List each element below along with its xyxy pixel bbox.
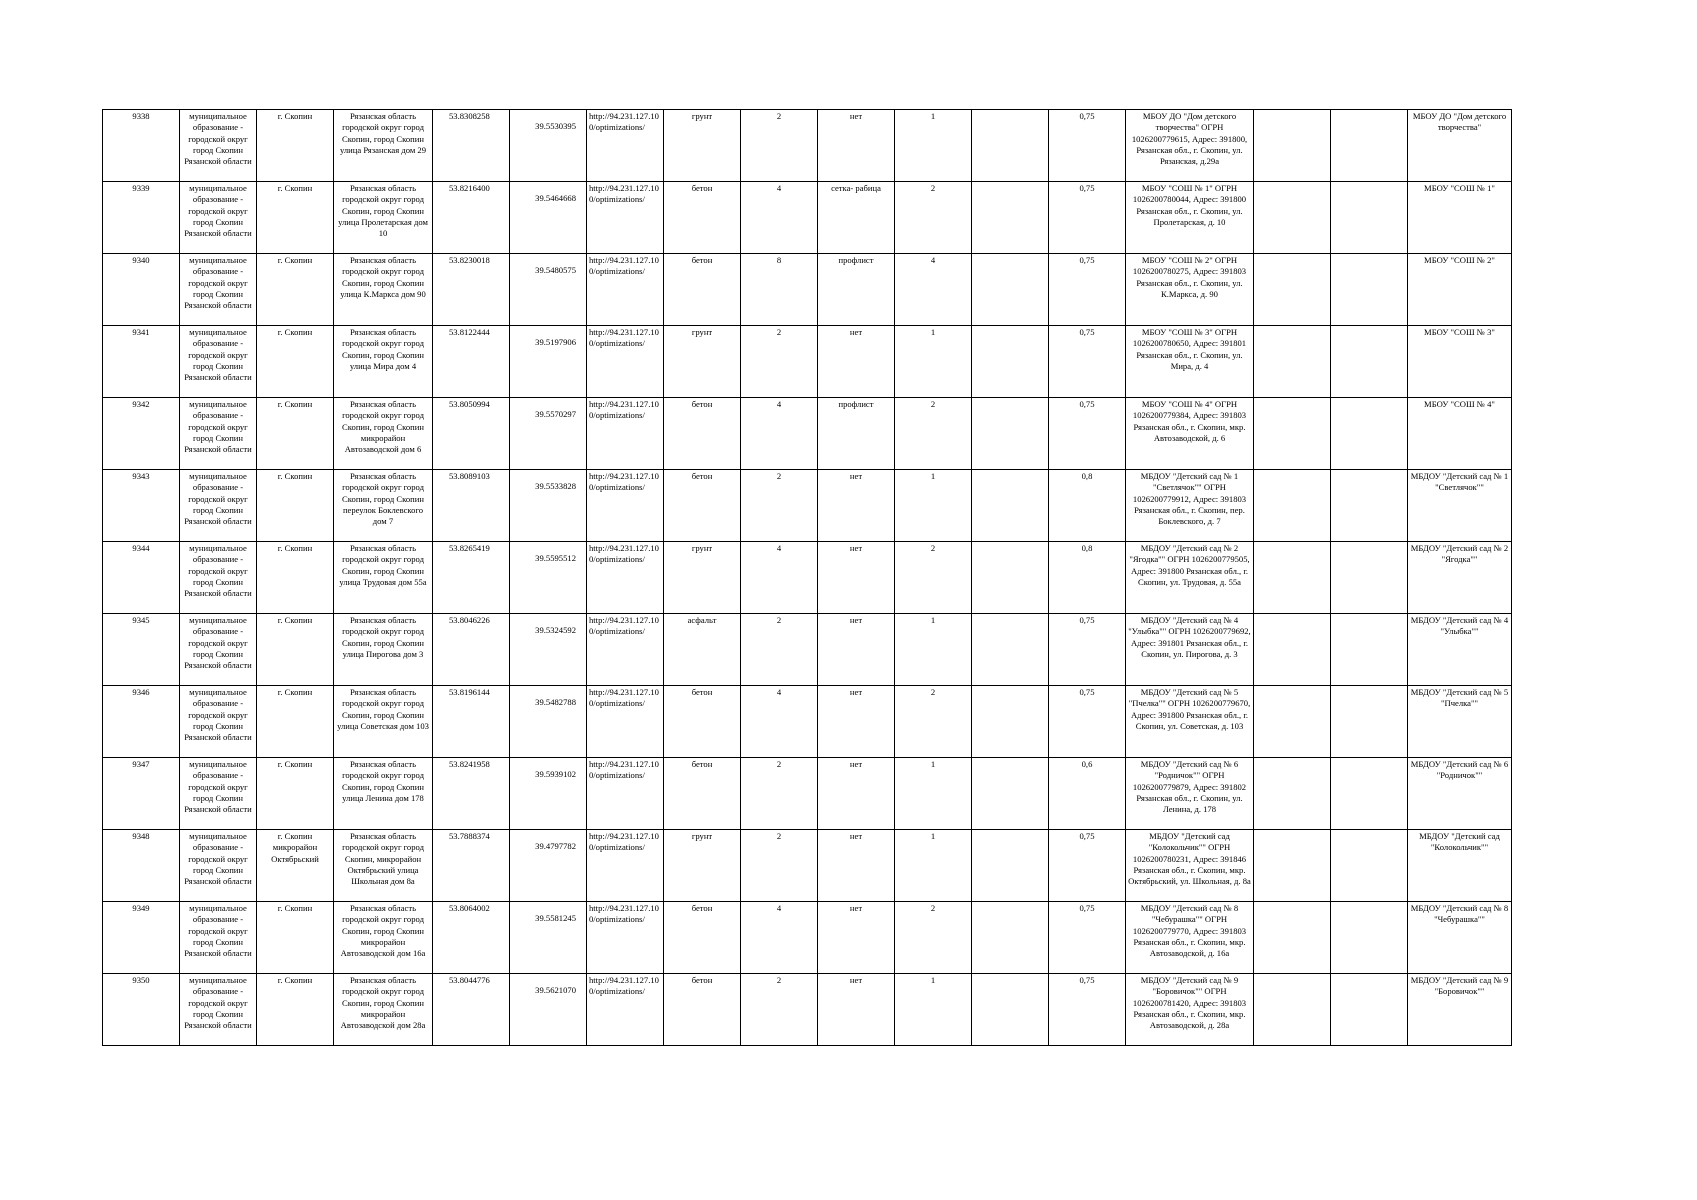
empty-cell <box>972 182 1049 254</box>
latitude-cell: 53.8064002 <box>433 902 510 974</box>
longitude-cell: 39.4797782 <box>510 830 587 902</box>
latitude-cell: 53.8089103 <box>433 470 510 542</box>
longitude-cell: 39.5533828 <box>510 470 587 542</box>
latitude-cell: 53.8044776 <box>433 974 510 1046</box>
address-cell: Рязанская область городской округ город Скопин, город Скопин улица Пирогова дом 3 <box>334 614 433 686</box>
owner-details-cell: МБОУ "СОШ № 2" ОГРН 1026200780275, Адрес: 391803 Рязанская обл., г. Скопин, ул. К.Маркса, д. 90 <box>1126 254 1254 326</box>
empty-cell <box>972 686 1049 758</box>
municipal-entity-cell: муниципальное образование - городской округ город Скопин Рязанской области <box>180 542 257 614</box>
container-count-cell: 1 <box>895 470 972 542</box>
surface-type-cell: бетон <box>664 974 741 1046</box>
address-cell: Рязанская область городской округ город Скопин, город Скопин улица Рязанская дом 29 <box>334 110 433 182</box>
container-volume-cell: 0,75 <box>1049 686 1126 758</box>
waste-source-cell: МБДОУ "Детский сад № 5 "Пчелка"" <box>1408 686 1512 758</box>
table-row <box>103 398 1512 470</box>
latitude-cell: 53.8308258 <box>433 110 510 182</box>
empty-cell <box>1254 110 1331 182</box>
empty-cell <box>1254 254 1331 326</box>
site-area-cell: 2 <box>741 110 818 182</box>
municipal-entity-cell: муниципальное образование - городской округ город Скопин Рязанской области <box>180 254 257 326</box>
container-count-cell: 2 <box>895 398 972 470</box>
empty-cell <box>972 614 1049 686</box>
row-number: 9347 <box>103 758 180 830</box>
row-number: 9346 <box>103 686 180 758</box>
locality-cell: г. Скопин <box>257 614 334 686</box>
latitude-cell: 53.8216400 <box>433 182 510 254</box>
waste-source-cell: МБДОУ "Детский сад № 2 "Ягодка"" <box>1408 542 1512 614</box>
fence-type-cell: нет <box>818 830 895 902</box>
locality-cell: г. Скопин микрорайон Октябрьский <box>257 830 334 902</box>
row-number: 9348 <box>103 830 180 902</box>
empty-cell <box>972 326 1049 398</box>
container-volume-cell: 0,75 <box>1049 830 1126 902</box>
surface-type-cell: бетон <box>664 686 741 758</box>
waste-source-cell: МБОУ "СОШ № 4" <box>1408 398 1512 470</box>
address-cell: Рязанская область городской округ город Скопин, город Скопин микрорайон Автозаводской дом 16а <box>334 902 433 974</box>
empty-cell <box>1254 470 1331 542</box>
owner-details-cell: МБДОУ "Детский сад № 2 "Ягодка"" ОГРН 1026200779505, Адрес: 391800 Рязанская обл., г. Скопин, ул. Трудовая, д. 55а <box>1126 542 1254 614</box>
empty-cell <box>1331 182 1408 254</box>
waste-source-cell: МБДОУ "Детский сад № 9 "Боровичок"" <box>1408 974 1512 1046</box>
table-row <box>103 542 1512 614</box>
row-number: 9339 <box>103 182 180 254</box>
site-area-cell: 4 <box>741 902 818 974</box>
fence-type-cell: сетка- рабица <box>818 182 895 254</box>
empty-cell <box>1331 758 1408 830</box>
address-cell: Рязанская область городской округ город Скопин, город Скопин улица Ленина дом 178 <box>334 758 433 830</box>
empty-cell <box>972 902 1049 974</box>
surface-type-cell: бетон <box>664 470 741 542</box>
container-count-cell: 1 <box>895 758 972 830</box>
latitude-cell: 53.8230018 <box>433 254 510 326</box>
municipal-entity-cell: муниципальное образование - городской округ город Скопин Рязанской области <box>180 974 257 1046</box>
latitude-cell: 53.8122444 <box>433 326 510 398</box>
registry-table <box>102 109 1512 1046</box>
fence-type-cell: нет <box>818 326 895 398</box>
surface-type-cell: бетон <box>664 254 741 326</box>
site-area-cell: 4 <box>741 542 818 614</box>
site-area-cell: 2 <box>741 326 818 398</box>
address-cell: Рязанская область городской округ город Скопин, город Скопин микрорайон Автозаводской дом 28а <box>334 974 433 1046</box>
waste-source-cell: МБДОУ "Детский сад № 6 "Родничок"" <box>1408 758 1512 830</box>
map-link-cell: http://94.231.127.100/optimizations/ <box>587 614 664 686</box>
container-count-cell: 1 <box>895 830 972 902</box>
empty-cell <box>1331 974 1408 1046</box>
locality-cell: г. Скопин <box>257 254 334 326</box>
longitude-cell: 39.5939102 <box>510 758 587 830</box>
locality-cell: г. Скопин <box>257 542 334 614</box>
address-cell: Рязанская область городской округ город Скопин, микрорайон Октябрьский улица Школьная дом 8а <box>334 830 433 902</box>
empty-cell <box>1331 110 1408 182</box>
table-row <box>103 470 1512 542</box>
empty-cell <box>1331 470 1408 542</box>
surface-type-cell: асфальт <box>664 614 741 686</box>
waste-source-cell: МБОУ "СОШ № 2" <box>1408 254 1512 326</box>
table-row <box>103 686 1512 758</box>
waste-source-cell: МБДОУ "Детский сад № 1 "Светлячок"" <box>1408 470 1512 542</box>
waste-source-cell: МБДОУ "Детский сад № 8 "Чебурашка"" <box>1408 902 1512 974</box>
surface-type-cell: бетон <box>664 182 741 254</box>
longitude-cell: 39.5621070 <box>510 974 587 1046</box>
owner-details-cell: МБДОУ "Детский сад № 5 "Пчелка"" ОГРН 1026200779670, Адрес: 391800 Рязанская обл., г. Скопин, ул. Советская, д. 103 <box>1126 686 1254 758</box>
fence-type-cell: нет <box>818 614 895 686</box>
container-count-cell: 2 <box>895 686 972 758</box>
municipal-entity-cell: муниципальное образование - городской округ город Скопин Рязанской области <box>180 470 257 542</box>
container-volume-cell: 0,75 <box>1049 254 1126 326</box>
owner-details-cell: МБДОУ "Детский сад № 1 "Светлячок"" ОГРН 1026200779912, Адрес: 391803 Рязанская обл., г. Скопин, пер. Боклевского, д. 7 <box>1126 470 1254 542</box>
locality-cell: г. Скопин <box>257 470 334 542</box>
address-cell: Рязанская область городской округ город Скопин, город Скопин улица К.Маркса дом 90 <box>334 254 433 326</box>
map-link-cell: http://94.231.127.100/optimizations/ <box>587 974 664 1046</box>
fence-type-cell: нет <box>818 470 895 542</box>
container-count-cell: 1 <box>895 974 972 1046</box>
owner-details-cell: МБОУ ДО "Дом детского творчества" ОГРН 1026200779615, Адрес: 391800, Рязанская обл., г. Скопин, ул. Рязанская, д.29а <box>1126 110 1254 182</box>
empty-cell <box>1331 614 1408 686</box>
empty-cell <box>1254 974 1331 1046</box>
waste-source-cell: МБДОУ "Детский сад "Колокольчик"" <box>1408 830 1512 902</box>
surface-type-cell: грунт <box>664 326 741 398</box>
fence-type-cell: нет <box>818 686 895 758</box>
owner-details-cell: МБДОУ "Детский сад № 6 "Родничок"" ОГРН 1026200779879, Адрес: 391802 Рязанская обл., г. Скопин, ул. Ленина, д. 178 <box>1126 758 1254 830</box>
locality-cell: г. Скопин <box>257 398 334 470</box>
latitude-cell: 53.8196144 <box>433 686 510 758</box>
address-cell: Рязанская область городской округ город Скопин, город Скопин улица Трудовая дом 55а <box>334 542 433 614</box>
map-link-cell: http://94.231.127.100/optimizations/ <box>587 182 664 254</box>
surface-type-cell: бетон <box>664 398 741 470</box>
row-number: 9341 <box>103 326 180 398</box>
row-number: 9338 <box>103 110 180 182</box>
address-cell: Рязанская область городской округ город Скопин, город Скопин переулок Боклевского дом 7 <box>334 470 433 542</box>
locality-cell: г. Скопин <box>257 326 334 398</box>
longitude-cell: 39.5482788 <box>510 686 587 758</box>
empty-cell <box>1254 830 1331 902</box>
latitude-cell: 53.7888374 <box>433 830 510 902</box>
container-count-cell: 1 <box>895 326 972 398</box>
map-link-cell: http://94.231.127.100/optimizations/ <box>587 686 664 758</box>
container-volume-cell: 0,75 <box>1049 902 1126 974</box>
longitude-cell: 39.5197906 <box>510 326 587 398</box>
owner-details-cell: МБОУ "СОШ № 1" ОГРН 1026200780044, Адрес: 391800 Рязанская обл., г. Скопин, ул. Пролетарская, д. 10 <box>1126 182 1254 254</box>
row-number: 9349 <box>103 902 180 974</box>
empty-cell <box>1254 542 1331 614</box>
waste-source-cell: МБДОУ "Детский сад № 4 "Улыбка"" <box>1408 614 1512 686</box>
locality-cell: г. Скопин <box>257 758 334 830</box>
municipal-entity-cell: муниципальное образование - городской округ город Скопин Рязанской области <box>180 902 257 974</box>
site-area-cell: 2 <box>741 758 818 830</box>
site-area-cell: 8 <box>741 254 818 326</box>
container-count-cell: 1 <box>895 110 972 182</box>
municipal-entity-cell: муниципальное образование - городской округ город Скопин Рязанской области <box>180 830 257 902</box>
site-area-cell: 2 <box>741 614 818 686</box>
site-area-cell: 4 <box>741 686 818 758</box>
empty-cell <box>1331 254 1408 326</box>
map-link-cell: http://94.231.127.100/optimizations/ <box>587 398 664 470</box>
owner-details-cell: МБДОУ "Детский сад № 9 "Боровичок"" ОГРН 1026200781420, Адрес: 391803 Рязанская обл., г. Скопин, мкр. Автозаводской, д. 28а <box>1126 974 1254 1046</box>
locality-cell: г. Скопин <box>257 182 334 254</box>
empty-cell <box>1254 326 1331 398</box>
row-number: 9350 <box>103 974 180 1046</box>
longitude-cell: 39.5595512 <box>510 542 587 614</box>
map-link-cell: http://94.231.127.100/optimizations/ <box>587 758 664 830</box>
map-link-cell: http://94.231.127.100/optimizations/ <box>587 470 664 542</box>
empty-cell <box>1331 542 1408 614</box>
municipal-entity-cell: муниципальное образование - городской округ город Скопин Рязанской области <box>180 758 257 830</box>
table-row <box>103 182 1512 254</box>
container-volume-cell: 0,75 <box>1049 398 1126 470</box>
address-cell: Рязанская область городской округ город Скопин, город Скопин улица Мира дом 4 <box>334 326 433 398</box>
site-area-cell: 2 <box>741 974 818 1046</box>
map-link-cell: http://94.231.127.100/optimizations/ <box>587 902 664 974</box>
row-number: 9345 <box>103 614 180 686</box>
table-row <box>103 758 1512 830</box>
longitude-cell: 39.5570297 <box>510 398 587 470</box>
container-count-cell: 1 <box>895 614 972 686</box>
empty-cell <box>1331 326 1408 398</box>
container-volume-cell: 0,75 <box>1049 326 1126 398</box>
fence-type-cell: нет <box>818 542 895 614</box>
empty-cell <box>1254 182 1331 254</box>
empty-cell <box>972 254 1049 326</box>
waste-source-cell: МБОУ "СОШ № 3" <box>1408 326 1512 398</box>
locality-cell: г. Скопин <box>257 686 334 758</box>
surface-type-cell: бетон <box>664 902 741 974</box>
site-area-cell: 2 <box>741 470 818 542</box>
map-link-cell: http://94.231.127.100/optimizations/ <box>587 110 664 182</box>
map-link-cell: http://94.231.127.100/optimizations/ <box>587 830 664 902</box>
table-row <box>103 614 1512 686</box>
address-cell: Рязанская область городской округ город Скопин, город Скопин улица Пролетарская дом 10 <box>334 182 433 254</box>
table-row <box>103 326 1512 398</box>
table-row <box>103 254 1512 326</box>
empty-cell <box>972 470 1049 542</box>
fence-type-cell: нет <box>818 758 895 830</box>
map-link-cell: http://94.231.127.100/optimizations/ <box>587 326 664 398</box>
empty-cell <box>972 542 1049 614</box>
empty-cell <box>1254 758 1331 830</box>
empty-cell <box>1331 830 1408 902</box>
latitude-cell: 53.8050994 <box>433 398 510 470</box>
empty-cell <box>1254 398 1331 470</box>
fence-type-cell: профлист <box>818 254 895 326</box>
owner-details-cell: МБОУ "СОШ № 4" ОГРН 1026200779384, Адрес: 391803 Рязанская обл., г. Скопин, мкр. Автозаводской, д. 6 <box>1126 398 1254 470</box>
site-area-cell: 2 <box>741 830 818 902</box>
row-number: 9342 <box>103 398 180 470</box>
container-volume-cell: 0,8 <box>1049 542 1126 614</box>
waste-source-cell: МБОУ ДО "Дом детского творчества" <box>1408 110 1512 182</box>
municipal-entity-cell: муниципальное образование - городской округ город Скопин Рязанской области <box>180 686 257 758</box>
container-count-cell: 2 <box>895 542 972 614</box>
container-count-cell: 4 <box>895 254 972 326</box>
empty-cell <box>1331 686 1408 758</box>
longitude-cell: 39.5324592 <box>510 614 587 686</box>
empty-cell <box>1254 902 1331 974</box>
table-body <box>103 110 1512 1046</box>
row-number: 9344 <box>103 542 180 614</box>
empty-cell <box>1254 686 1331 758</box>
municipal-entity-cell: муниципальное образование - городской округ город Скопин Рязанской области <box>180 614 257 686</box>
fence-type-cell: нет <box>818 974 895 1046</box>
empty-cell <box>972 830 1049 902</box>
municipal-entity-cell: муниципальное образование - городской округ город Скопин Рязанской области <box>180 398 257 470</box>
fence-type-cell: профлист <box>818 398 895 470</box>
surface-type-cell: грунт <box>664 110 741 182</box>
table-row <box>103 110 1512 182</box>
empty-cell <box>972 398 1049 470</box>
fence-type-cell: нет <box>818 110 895 182</box>
owner-details-cell: МБДОУ "Детский сад "Колокольчик"" ОГРН 1026200780231, Адрес: 391846 Рязанская обл., г. Скопин, мкр. Октябрьский, ул. Школьная, д. 8а <box>1126 830 1254 902</box>
row-number: 9340 <box>103 254 180 326</box>
empty-cell <box>1331 398 1408 470</box>
municipal-entity-cell: муниципальное образование - городской округ город Скопин Рязанской области <box>180 182 257 254</box>
address-cell: Рязанская область городской округ город Скопин, город Скопин улица Советская дом 103 <box>334 686 433 758</box>
empty-cell <box>972 974 1049 1046</box>
map-link-cell: http://94.231.127.100/optimizations/ <box>587 542 664 614</box>
municipal-entity-cell: муниципальное образование - городской округ город Скопин Рязанской области <box>180 326 257 398</box>
owner-details-cell: МБДОУ "Детский сад № 4 "Улыбка"" ОГРН 1026200779692, Адрес: 391801 Рязанская обл., г. Скопин, ул. Пирогова, д. 3 <box>1126 614 1254 686</box>
container-volume-cell: 0,75 <box>1049 110 1126 182</box>
empty-cell <box>1254 614 1331 686</box>
container-volume-cell: 0,75 <box>1049 974 1126 1046</box>
locality-cell: г. Скопин <box>257 974 334 1046</box>
site-area-cell: 4 <box>741 398 818 470</box>
owner-details-cell: МБДОУ "Детский сад № 8 "Чебурашка"" ОГРН 1026200779770, Адрес: 391803 Рязанская обл., г. Скопин, мкр. Автозаводской, д. 16а <box>1126 902 1254 974</box>
row-number: 9343 <box>103 470 180 542</box>
waste-source-cell: МБОУ "СОШ № 1" <box>1408 182 1512 254</box>
latitude-cell: 53.8046226 <box>433 614 510 686</box>
longitude-cell: 39.5530395 <box>510 110 587 182</box>
site-area-cell: 4 <box>741 182 818 254</box>
latitude-cell: 53.8241958 <box>433 758 510 830</box>
map-link-cell: http://94.231.127.100/optimizations/ <box>587 254 664 326</box>
latitude-cell: 53.8265419 <box>433 542 510 614</box>
table-row <box>103 830 1512 902</box>
container-volume-cell: 0,75 <box>1049 614 1126 686</box>
surface-type-cell: грунт <box>664 542 741 614</box>
locality-cell: г. Скопин <box>257 902 334 974</box>
container-volume-cell: 0,8 <box>1049 470 1126 542</box>
longitude-cell: 39.5480575 <box>510 254 587 326</box>
empty-cell <box>972 110 1049 182</box>
empty-cell <box>972 758 1049 830</box>
locality-cell: г. Скопин <box>257 110 334 182</box>
owner-details-cell: МБОУ "СОШ № 3" ОГРН 1026200780650, Адрес: 391801 Рязанская обл., г. Скопин, ул. Мира, д. 4 <box>1126 326 1254 398</box>
address-cell: Рязанская область городской округ город Скопин, город Скопин микрорайон Автозаводской дом 6 <box>334 398 433 470</box>
surface-type-cell: грунт <box>664 830 741 902</box>
fence-type-cell: нет <box>818 902 895 974</box>
table-row <box>103 974 1512 1046</box>
longitude-cell: 39.5581245 <box>510 902 587 974</box>
empty-cell <box>1331 902 1408 974</box>
municipal-entity-cell: муниципальное образование - городской округ город Скопин Рязанской области <box>180 110 257 182</box>
container-volume-cell: 0,6 <box>1049 758 1126 830</box>
table-row <box>103 902 1512 974</box>
longitude-cell: 39.5464668 <box>510 182 587 254</box>
container-count-cell: 2 <box>895 902 972 974</box>
container-volume-cell: 0,75 <box>1049 182 1126 254</box>
container-count-cell: 2 <box>895 182 972 254</box>
surface-type-cell: бетон <box>664 758 741 830</box>
